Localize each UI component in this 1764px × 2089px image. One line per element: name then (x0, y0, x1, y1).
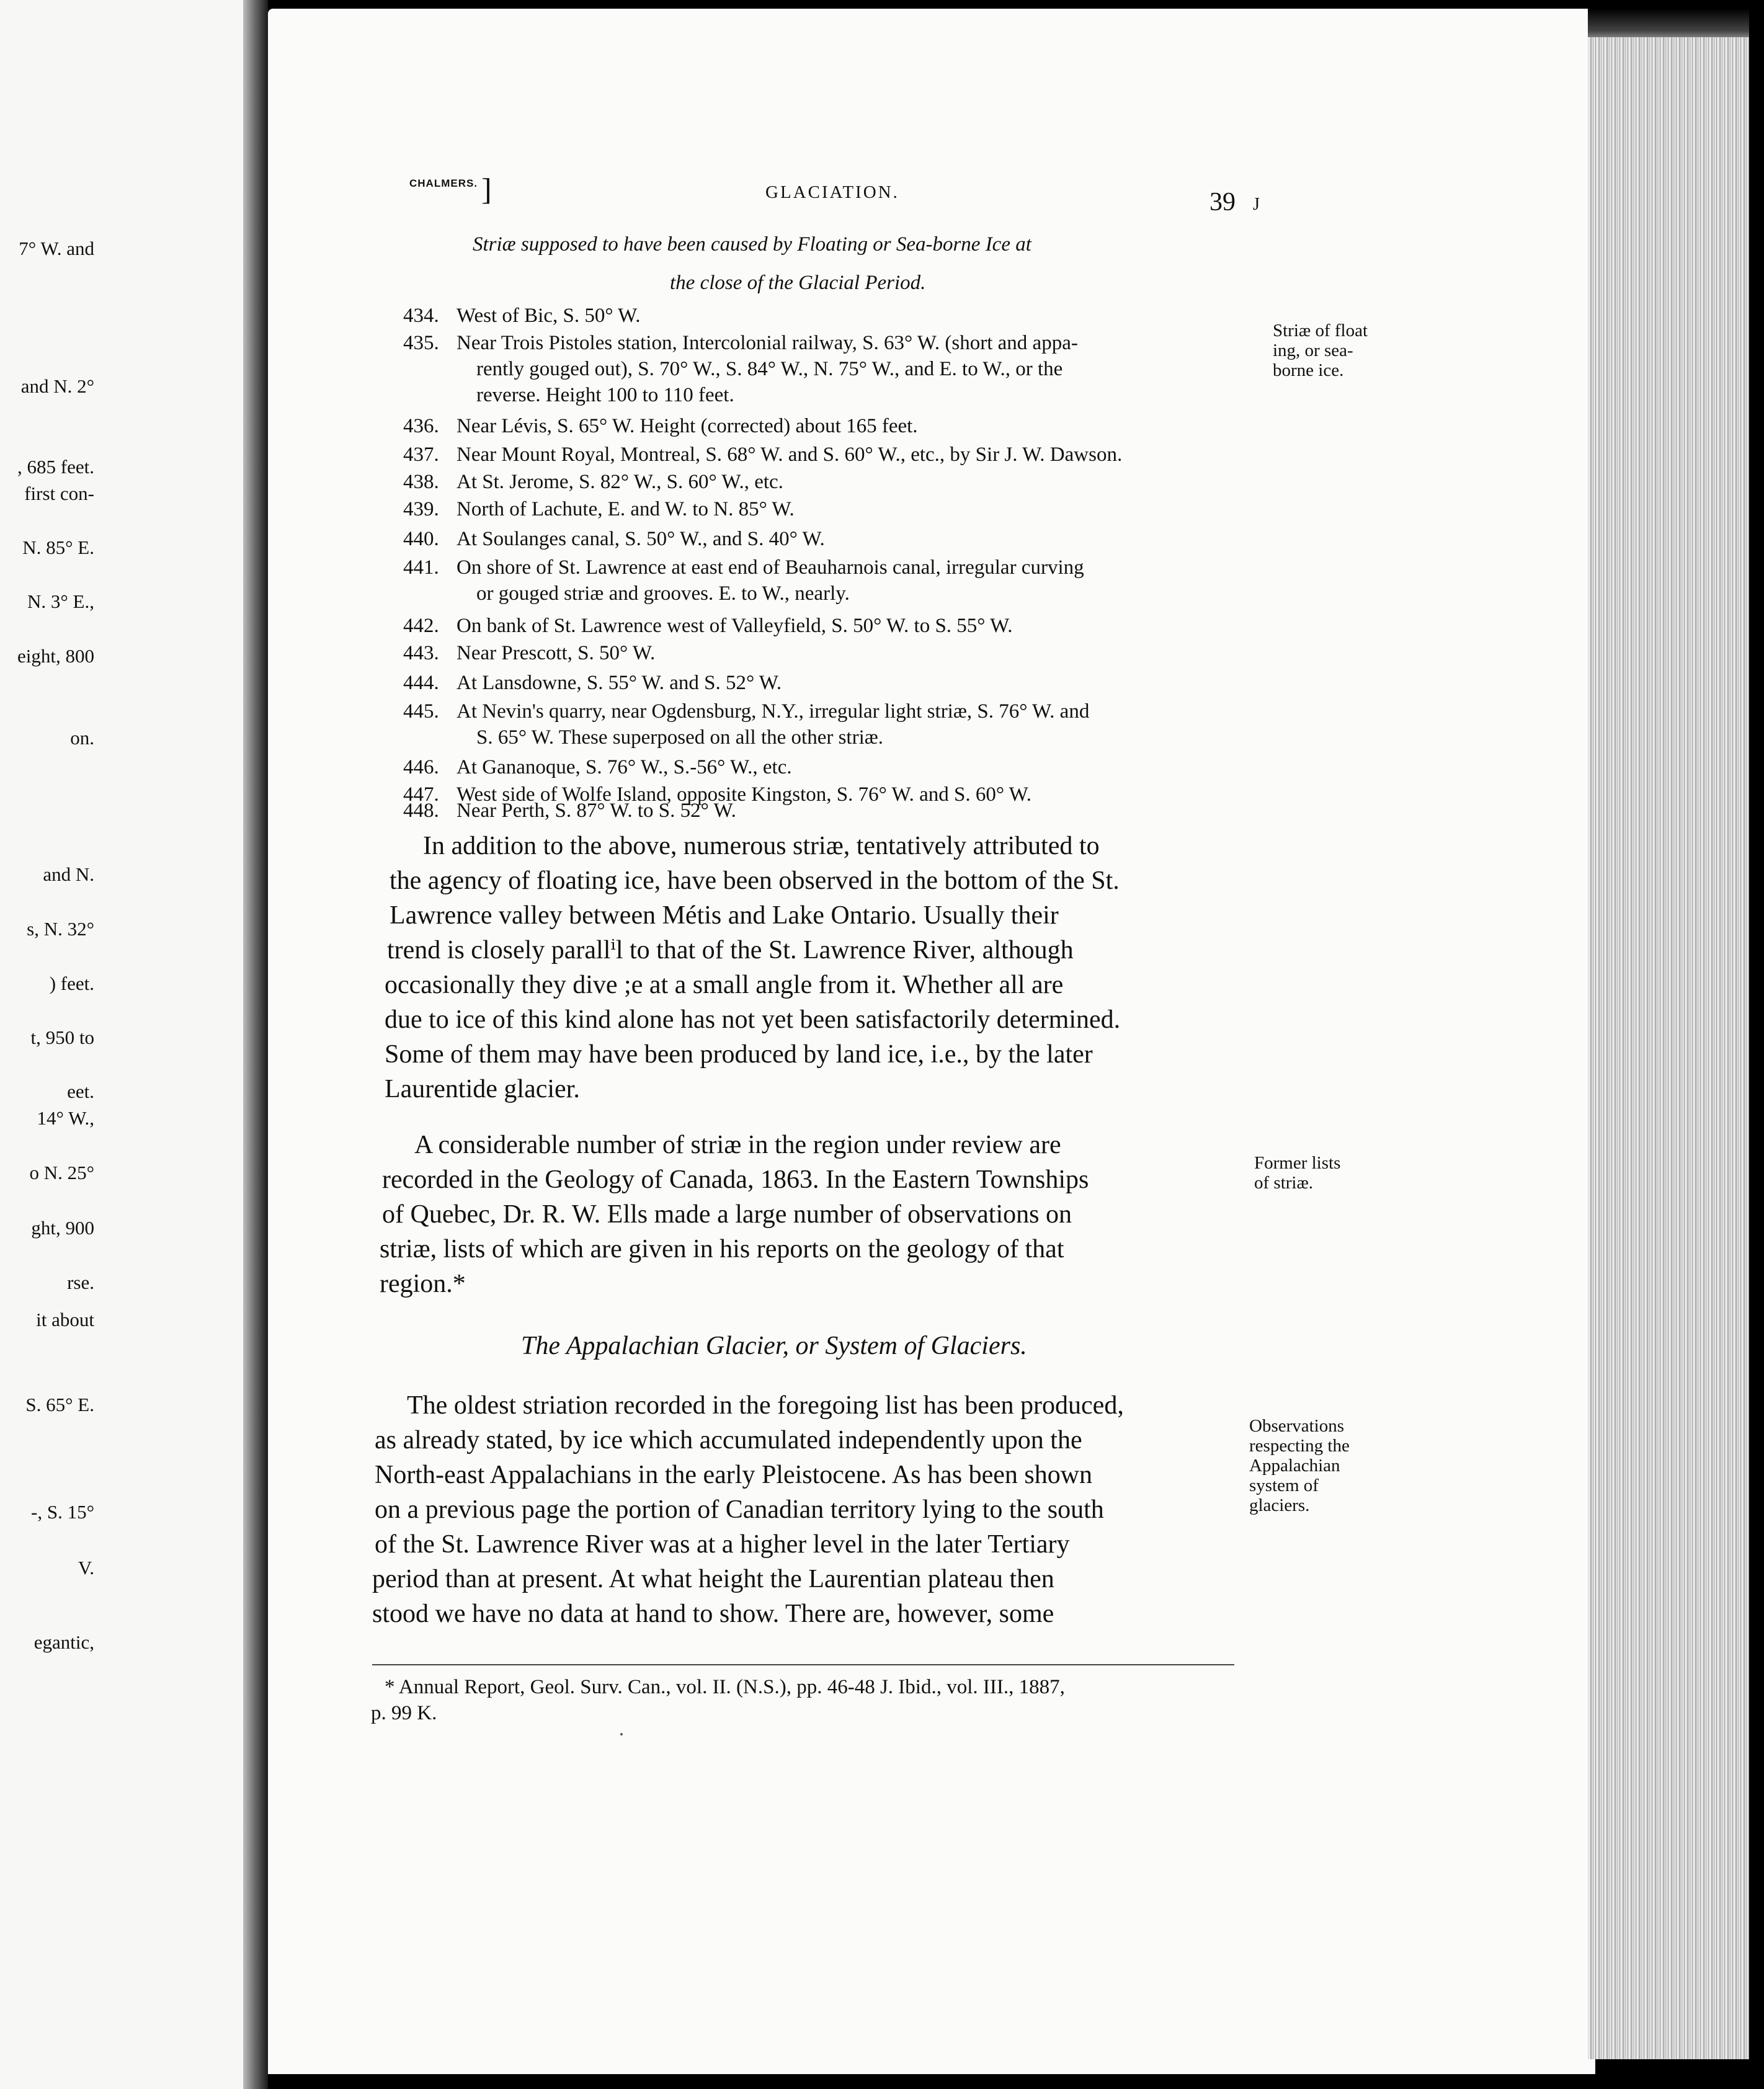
paragraph-line: period than at present. At what height the Laurentian plateau then (372, 1565, 1054, 1593)
paragraph-line: trend is closely parallⁱl to that of the St. Lawrence River, although (387, 936, 1074, 964)
running-head-bracket: ] (481, 172, 492, 207)
left-page-line: on. (70, 727, 94, 749)
entry-number: 443. (403, 642, 439, 664)
list-item (403, 303, 641, 329)
paragraph-line: occasionally they dive ;e at a small angle from it. Whether all are (385, 971, 1064, 999)
left-page-line: first con- (24, 483, 94, 504)
entry-text: At Lansdowne, S. 55° W. and S. 52° W. (457, 672, 782, 694)
entry-text: At St. Jerome, S. 82° W., S. 60° W., etc. (457, 471, 783, 493)
entry-text: West side of Wolfe Island, opposite Kingston, S. 76° W. and S. 60° W. (457, 783, 1032, 806)
paragraph-line: The oldest striation recorded in the foregoing list has been produced, (407, 1391, 1124, 1420)
left-page-line: S. 65° E. (25, 1394, 94, 1415)
left-page-line: and N. (43, 863, 94, 885)
entry-number: 437. (403, 443, 439, 466)
paragraph-line: In addition to the above, numerous striæ, tentatively attributed to (423, 832, 1100, 860)
list-item (403, 413, 918, 439)
entry-text: North of Lachute, E. and W. to N. 85° W. (457, 498, 795, 520)
entry-text: At Soulanges canal, S. 50° W., and S. 40° W. (457, 528, 825, 550)
left-page-line: ) feet. (49, 973, 94, 994)
left-page-line: and N. 2° (20, 375, 94, 397)
list-item (403, 555, 1084, 581)
entry-text: Near Perth, S. 87° W. to S. 52° W. (457, 800, 736, 822)
list-item (403, 442, 1122, 468)
paragraph-line: striæ, lists of which are given in his reports on the geology of that (380, 1235, 1064, 1263)
list-item (403, 754, 792, 780)
margin-note-line: ing, or sea- (1273, 341, 1353, 360)
margin-note-line: Striæ of float (1273, 321, 1368, 341)
left-page-line: eet. (67, 1080, 94, 1102)
paragraph-line: A considerable number of striæ in the region under review are (414, 1131, 1061, 1159)
entry-text: Near Mount Royal, Montreal, S. 68° W. and S. 60° W., etc., by Sir J. W. Dawson. (457, 443, 1123, 466)
entry-number: 446. (403, 756, 439, 778)
entry-text: At Gananoque, S. 76° W., S.-56° W., etc. (457, 756, 792, 778)
margin-note-line: Observations (1249, 1416, 1345, 1436)
paragraph-line: Lawrence valley between Métis and Lake Ontario. Usually their (390, 901, 1059, 930)
paragraph-line: of the St. Lawrence River was at a higher level in the later Tertiary (375, 1530, 1070, 1559)
section-heading-line: Striæ supposed to have been caused by Floating or Sea-borne Ice at (473, 233, 1031, 256)
entry-number: 434. (403, 305, 439, 327)
paragraph-line: the agency of floating ice, have been observed in the bottom of the St. (390, 866, 1120, 895)
entry-text: West of Bic, S. 50° W. (457, 305, 641, 327)
left-page-line: 7° W. and (19, 238, 94, 259)
left-facing-page (0, 0, 243, 2089)
left-page-line: V. (78, 1557, 94, 1579)
footnote-line: * Annual Report, Geol. Surv. Can., vol. II. (N.S.), pp. 46-48 J. Ibid., vol. III., 1887, (385, 1676, 1065, 1698)
paragraph-line: of Quebec, Dr. R. W. Ells made a large number of observations on (382, 1200, 1072, 1229)
footnote-line: p. 99 K. (371, 1702, 437, 1724)
entry-number: 438. (403, 471, 439, 493)
entry-text: On shore of St. Lawrence at east end of Beauharnois canal, irregular curving (457, 556, 1084, 579)
entry-number: 441. (403, 556, 439, 579)
entry-number: 447. (403, 783, 439, 806)
entry-text: At Nevin's quarry, near Ogdensburg, N.Y., irregular light striæ, S. 76° W. and (457, 700, 1090, 723)
left-page-line: rse. (67, 1272, 94, 1293)
subsection-heading: The Appalachian Glacier, or System of Glaciers. (521, 1332, 1027, 1360)
list-item (403, 640, 655, 666)
left-page-line: egantic, (33, 1631, 94, 1653)
margin-note-line: of striæ. (1254, 1173, 1314, 1193)
entry-continuation: reverse. Height 100 to 110 feet. (476, 384, 734, 406)
list-item (403, 798, 736, 824)
entry-text: Near Prescott, S. 50° W. (457, 642, 656, 664)
left-page-line: N. 3° E., (27, 590, 94, 612)
entry-number: 440. (403, 528, 439, 550)
left-page-line: it about (36, 1309, 94, 1330)
entry-number: 444. (403, 672, 439, 694)
paragraph-line: region.* (380, 1270, 466, 1298)
paragraph-line: due to ice of this kind alone has not yet been satisfactorily determined. (385, 1005, 1121, 1034)
entry-continuation: rently gouged out), S. 70° W., S. 84° W., N. 75° W., and E. to W., or the (476, 358, 1063, 380)
list-item (403, 330, 1078, 356)
running-head-title: GLACIATION. (765, 182, 899, 202)
print-speck (620, 1733, 623, 1735)
margin-note-line: borne ice. (1273, 360, 1344, 380)
entry-text: Near Trois Pistoles station, Intercolonial railway, S. 63° W. (short and appa- (457, 332, 1078, 354)
paragraph-line: Some of them may have been produced by land ice, i.e., by the later (385, 1040, 1093, 1069)
left-page-line: ght, 900 (31, 1217, 94, 1239)
book-fore-edge (1588, 37, 1749, 2059)
entry-text: Near Lévis, S. 65° W. Height (corrected) about 165 feet. (457, 415, 918, 437)
paragraph-line: Laurentide glacier. (385, 1075, 580, 1103)
entry-number: 436. (403, 415, 439, 437)
left-page-line: -, S. 15° (31, 1501, 94, 1523)
margin-note-line: Former lists (1254, 1153, 1341, 1173)
page-number: 39 (1209, 188, 1236, 216)
left-page-line: eight, 800 (17, 645, 94, 667)
paragraph-line: stood we have no data at hand to show. There are, however, some (372, 1600, 1054, 1628)
margin-note-line: system of (1249, 1476, 1319, 1495)
entry-text: On bank of St. Lawrence west of Valleyfield, S. 50° W. to S. 55° W. (457, 615, 1013, 637)
section-heading-line: the close of the Glacial Period. (670, 272, 926, 294)
left-page-line: s, N. 32° (27, 918, 94, 940)
entry-number: 448. (403, 800, 439, 822)
entry-number: 435. (403, 332, 439, 354)
margin-note-line: glaciers. (1249, 1495, 1310, 1515)
page-number-suffix: J (1253, 195, 1260, 214)
list-item (403, 613, 1013, 639)
left-page-line: N. 85° E. (22, 537, 94, 558)
paragraph-line: on a previous page the portion of Canadian territory lying to the south (375, 1495, 1104, 1524)
book-gutter (243, 0, 268, 2089)
list-item (403, 670, 782, 696)
footnote-rule (372, 1664, 1234, 1665)
entry-number: 442. (403, 615, 439, 637)
list-item (403, 526, 825, 552)
paragraph-line: as already stated, by ice which accumulated independently upon the (375, 1426, 1082, 1454)
left-page-line: t, 950 to (30, 1027, 94, 1048)
entry-number: 439. (403, 498, 439, 520)
running-head-author: CHALMERS. (409, 177, 478, 189)
left-page-line: 14° W., (37, 1107, 94, 1129)
margin-note-line: respecting the (1249, 1436, 1350, 1456)
paragraph-line: recorded in the Geology of Canada, 1863. In the Eastern Townships (382, 1165, 1089, 1194)
margin-note-line: Appalachian (1249, 1456, 1340, 1476)
left-page-line: o N. 25° (29, 1162, 94, 1183)
paragraph-line: North-east Appalachians in the early Pleistocene. As has been shown (375, 1461, 1093, 1489)
entry-continuation: S. 65° W. These superposed on all the other striæ. (476, 726, 884, 749)
left-page-line: , 685 feet. (17, 456, 94, 478)
list-item (403, 698, 1089, 724)
list-item (403, 469, 783, 495)
list-item (403, 496, 795, 522)
entry-number: 445. (403, 700, 439, 723)
entry-continuation: or gouged striæ and grooves. E. to W., nearly. (476, 582, 850, 605)
